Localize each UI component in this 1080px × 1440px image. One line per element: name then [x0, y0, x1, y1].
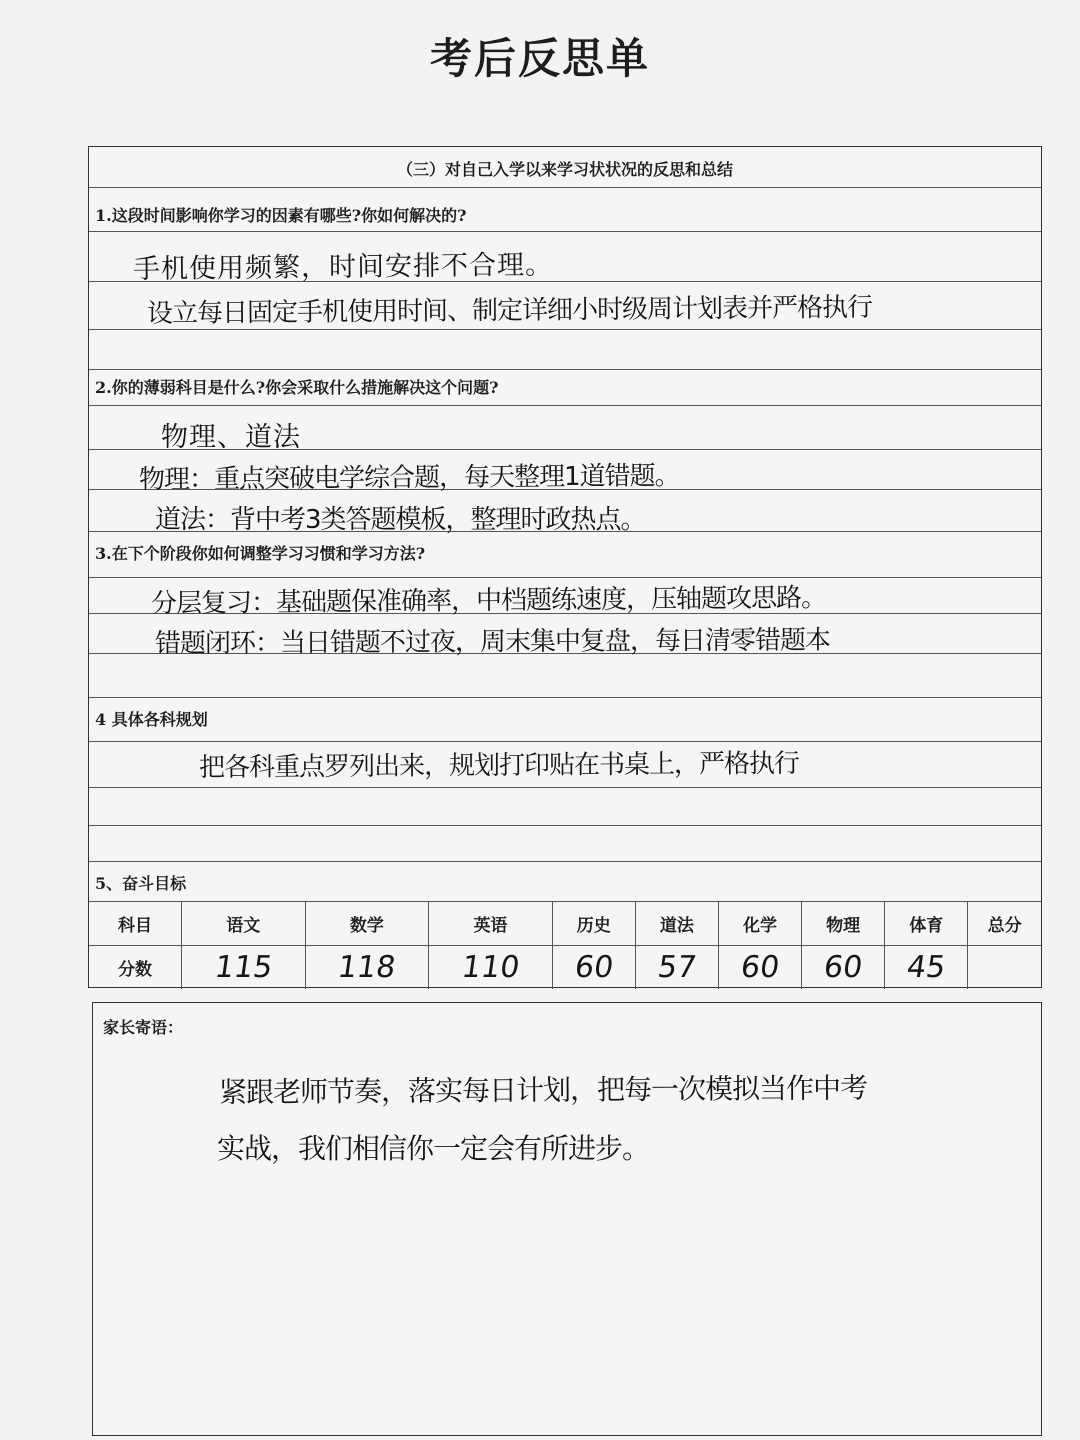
- goal-score-table: [89, 901, 1041, 989]
- score-value: 115: [212, 950, 275, 985]
- rule-line: [89, 825, 1041, 826]
- rule-line: [89, 787, 1041, 788]
- score-value: 110: [459, 950, 522, 985]
- question-4: 4 具体各科规划: [95, 710, 208, 729]
- subject-row-label: 科目: [89, 902, 182, 946]
- score-cell: [305, 946, 429, 990]
- subject-cell: 英语: [429, 902, 553, 946]
- rule-line: [89, 697, 1041, 698]
- rule-line: [89, 577, 1041, 578]
- rule-line: [89, 741, 1041, 742]
- question-1: 1.这段时间影响你学习的因素有哪些?你如何解决的?: [95, 206, 467, 225]
- parent-message-label: 家长寄语：: [103, 1018, 184, 1037]
- score-cell: [182, 946, 306, 990]
- score-value: 45: [904, 950, 948, 985]
- q1-answer-line-1: 手机使用频繁，时间安排不合理。: [132, 249, 554, 285]
- rule-line: [89, 861, 1041, 862]
- q3-answer-line-1: 分层复习：基础题保准确率，中档题练速度，压轴题攻思路。: [150, 583, 827, 619]
- score-cell: [429, 946, 553, 990]
- score-cell: [718, 946, 801, 990]
- q2-answer-line-1: 物理、道法: [161, 422, 301, 453]
- parent-message-line-1: 紧跟老师节奏，落实每日计划，把每一次模拟当作中考: [218, 1071, 868, 1109]
- score-row: [89, 946, 1041, 990]
- reflection-form: [88, 146, 1042, 988]
- q2-answer-line-2: 物理：重点突破电学综合题，每天整理1道错题。: [138, 461, 680, 495]
- subject-cell: 总分: [968, 902, 1041, 946]
- rule-line: [89, 187, 1041, 188]
- score-value: 60: [572, 950, 616, 985]
- subject-cell: 历史: [552, 902, 635, 946]
- score-cell: [635, 946, 718, 990]
- subject-cell: 语文: [182, 902, 306, 946]
- score-cell: [885, 946, 968, 990]
- q1-answer-line-2: 设立每日固定手机使用时间、制定详细小时级周计划表并严格执行: [146, 292, 873, 329]
- score-value: 60: [738, 950, 782, 985]
- section-header: （三）对自己入学以来学习状状况的反思和总结: [396, 160, 733, 179]
- score-value: 57: [655, 950, 699, 985]
- subject-cell: 化学: [718, 902, 801, 946]
- score-value: 60: [821, 950, 865, 985]
- parent-message-box: [92, 1002, 1042, 1436]
- question-5: 5、奋斗目标: [95, 874, 187, 893]
- score-cell: [802, 946, 885, 990]
- question-2: 2.你的薄弱科目是什么?你会采取什么措施解决这个问题?: [95, 378, 499, 397]
- rule-line: [89, 369, 1041, 370]
- subject-row: [89, 902, 1041, 946]
- q2-answer-line-3: 道法：背中考3类答题模板，整理时政热点。: [155, 505, 646, 535]
- score-row-label: 分数: [89, 946, 182, 990]
- score-cell: [552, 946, 635, 990]
- q4-answer-line-1: 把各科重点罗列出来，规划打印贴在书桌上，严格执行: [198, 748, 800, 783]
- subject-cell: 体育: [885, 902, 968, 946]
- parent-message-line-2: 实战，我们相信你一定会有所进步。: [217, 1132, 650, 1165]
- score-value: 118: [335, 950, 398, 985]
- subject-cell: 物理: [802, 902, 885, 946]
- question-3: 3.在下个阶段你如何调整学习习惯和学习方法?: [95, 544, 426, 563]
- page-title: 考后反思单: [429, 34, 650, 83]
- subject-cell: 道法: [635, 902, 718, 946]
- score-cell: [968, 946, 1041, 990]
- rule-line: [89, 405, 1041, 406]
- q3-answer-line-2: 错题闭环：当日错题不过夜，周末集中复盘，每日清零错题本: [154, 625, 831, 659]
- rule-line: [89, 231, 1041, 232]
- subject-cell: 数学: [305, 902, 429, 946]
